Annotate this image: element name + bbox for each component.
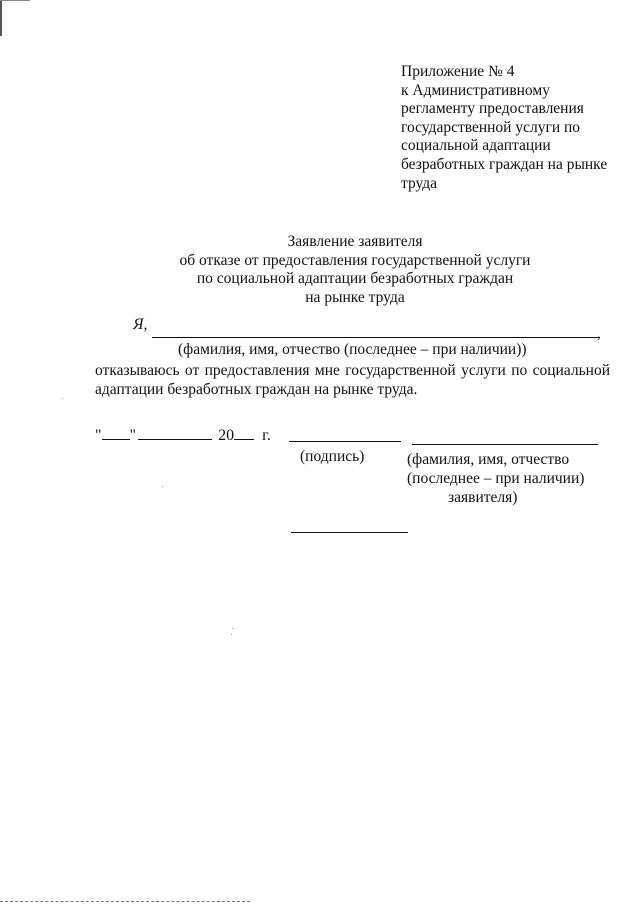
day-field[interactable] <box>102 425 130 440</box>
applicant-name-field[interactable] <box>152 337 600 338</box>
appendix-line: государственной услуги по <box>401 118 581 136</box>
appendix-line: к Административному <box>401 81 550 99</box>
name-hint-block <box>407 450 584 507</box>
date-open-quote: " <box>95 427 102 444</box>
appendix-line: регламенту предоставления <box>401 100 584 118</box>
statement-text <box>95 361 610 399</box>
appendix-line: труда <box>401 174 438 192</box>
title-line: по социальной адаптации безработных граждан <box>196 270 514 287</box>
appendix-block <box>401 63 631 193</box>
applicant-name-hint: (фамилия, имя, отчество (последнее – при наличии)) <box>178 341 527 358</box>
year-suffix: г. <box>262 427 271 444</box>
scan-speck <box>62 398 63 399</box>
statement-line: адаптации безработных граждан на рынке труда. <box>95 381 418 398</box>
appendix-line: безработных граждан на рынке <box>401 155 608 173</box>
title-line: Заявление заявителя <box>287 233 423 250</box>
appendix-line: социальной адаптации <box>401 137 551 155</box>
scan-speck <box>232 628 233 629</box>
statement-line: отказываюсь от предоставления мне государственной услуги по социальной <box>95 362 610 379</box>
signature-hint: (подпись) <box>300 448 365 465</box>
applicant-suffix: , <box>597 326 601 342</box>
scan-edge-left <box>0 0 2 36</box>
date-close-quote: " <box>129 427 137 444</box>
month-field[interactable] <box>138 425 212 440</box>
scan-speck <box>162 486 163 487</box>
date-row <box>95 425 271 445</box>
applicant-prefix: Я, <box>133 316 148 333</box>
year-century: 20 <box>218 427 235 444</box>
document-title <box>100 233 610 307</box>
title-line: об отказе от предоставления государственной услуги <box>179 251 531 269</box>
applicant-signature-name-field[interactable] <box>412 444 598 445</box>
footer-separator <box>291 532 408 533</box>
scan-speck <box>231 634 232 635</box>
signature-field[interactable] <box>289 441 401 442</box>
title-line: на рынке труда <box>305 288 405 306</box>
name-hint-line: (фамилия, имя, отчество <box>407 451 570 468</box>
name-hint-line: заявителя) <box>448 489 518 506</box>
scan-edge-bottom <box>0 901 250 903</box>
appendix-line: Приложение № 4 <box>401 63 515 80</box>
scan-edge-top <box>0 0 30 1</box>
year-field[interactable] <box>234 425 254 440</box>
name-hint-line: (последнее – при наличии) <box>407 470 585 487</box>
